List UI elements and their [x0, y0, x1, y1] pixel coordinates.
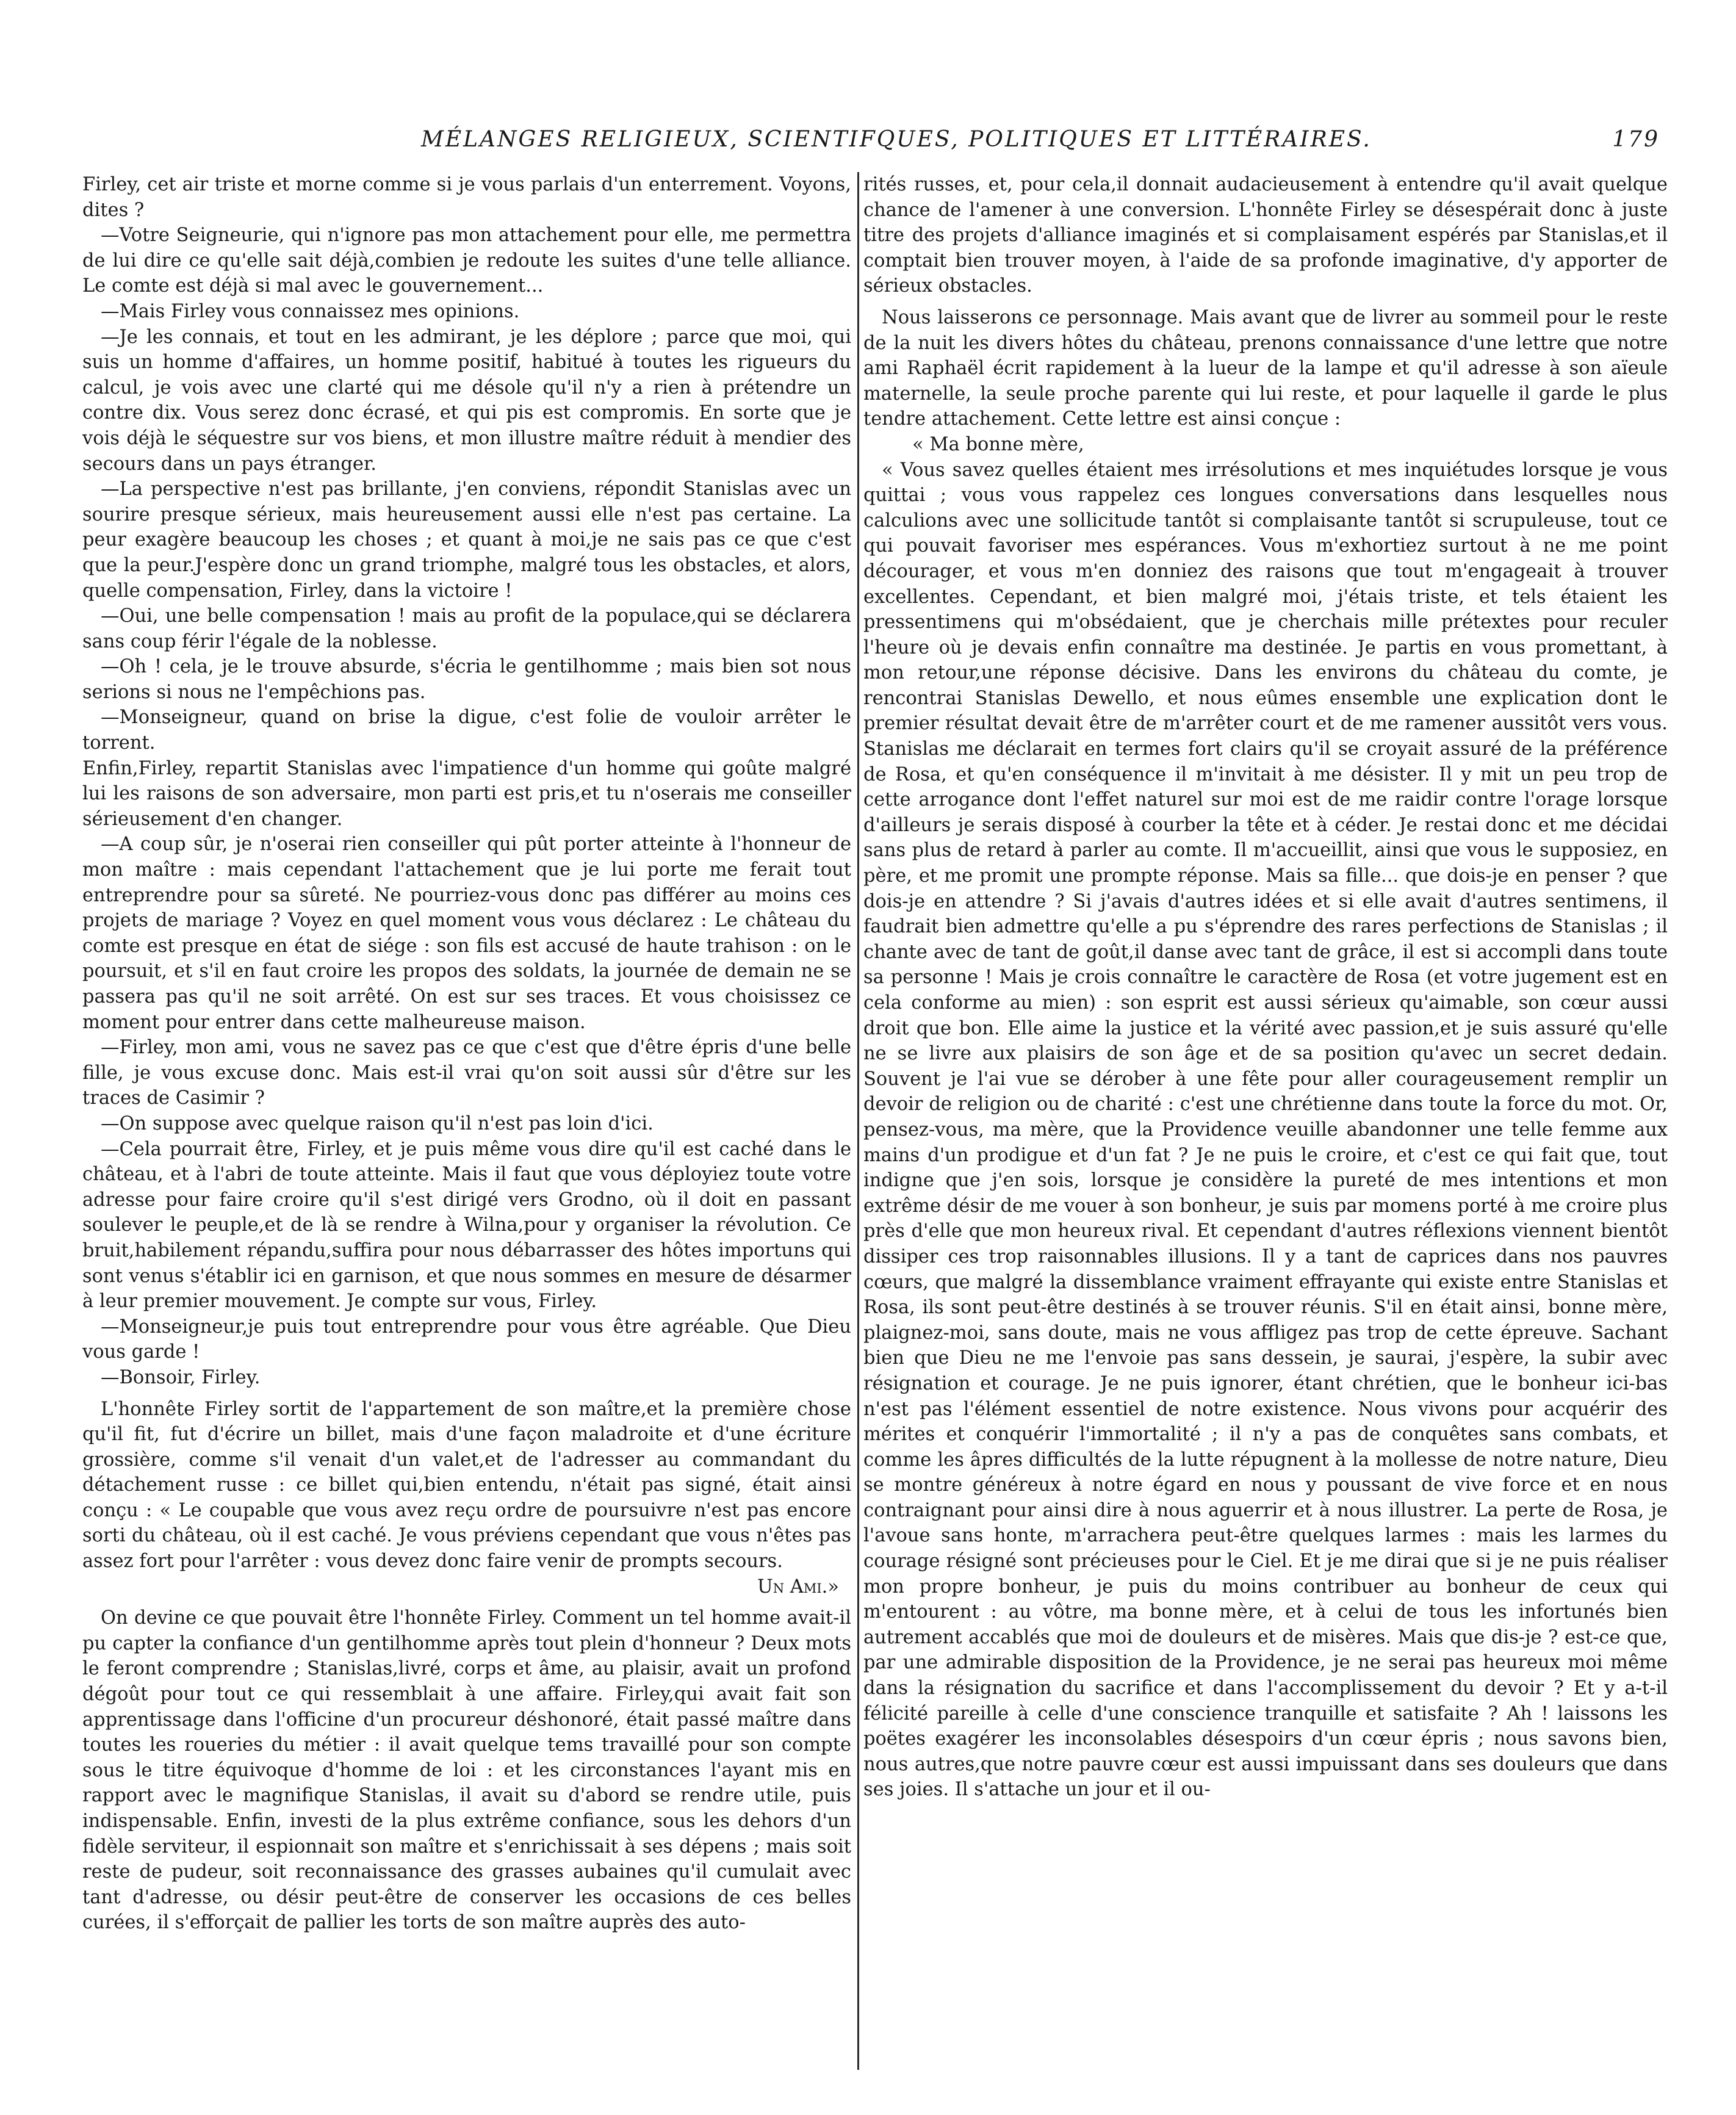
running-title: MÉLANGES RELIGIEUX, SCIENTIFQUES, POLITIQUES ET LITTÉRAIRES.: [421, 127, 1372, 152]
paragraph: —Oh ! cela, je le trouve absurde, s'écria le gentilhomme ; mais bien sot nous serions si nous ne l'empêchions pas.: [82, 656, 851, 703]
letter-signature: Un Ami.»: [757, 1576, 839, 1598]
letter-body: « Vous savez quelles étaient mes irrésolutions et mes inquiétudes lorsque je vous quittai ; vous vous rappelez ces longues conversations dans lesquelles nous calculions avec une sollicitude tantôt si complaisante tantôt si scrupuleuse, tout ce qui pouvait favoriser mes espérances. Vous m'exhortiez surtout à ne me point décourager, et vous m'en donniez des raisons que tout m'engageait à trouver excellentes. Cependant, et bien malgré moi, j'étais triste, et tels étaient les pressentimens qui m'obsédaient, que je cherchais mille prétextes pour reculer l'heure où je devais enfin connaître ma destinée. Je partis en vous promettant, à mon retour,une réponse décisive. Dans les environs du château du comte, je rencontrai Stanislas Dewello, et nous eûmes ensemble une explication dont le premier résultat devait être de m'arrêter court et de me ramener aussitôt vers vous. Stanislas me déclarait en termes fort clairs qu'il se croyait assuré de la préférence de Rosa, et qu'en conséquence il m'invitait à me désister. Il y mit un peu trop de cette arrogance dont l'effet naturel sur moi est de me raidir contre l'orage lorsque d'ailleurs je serais disposé à courber la tête et à céder. Je restai donc et me décidai sans plus de retard à parler au comte. Il m'accueillit, ainsi que vous le supposiez, en père, et me promit une prompte réponse. Mais sa fille... que dois-je en penser ? que dois-je en attendre ? Si j'avais d'autres idées et si elle avait d'autres sentimens, il faudrait bien admettre qu'elle a pu s'éprendre des rares perfections de Stanislas ; il chante avec de tant de goût,il danse avec tant de grâce, il est si accompli dans toute sa personne ! Mais je crois connaître le caractère de Rosa (et votre jugement est en cela conforme au mien) : son esprit est aussi sérieux qu'aimable, son cœur aussi droit que bon. Elle aime la justice et la vérité avec passion,et je suis assuré qu'elle ne se livre aux plaisirs de son âge et de sa position qu'avec un secret dedain. Souvent je l'ai vue se dérober à une fête pour aller courageusement remplir un devoir de religion ou de charité : c'est une chrétienne dans toute la force du mot. Or, pensez-vous, ma mère, que la Providence veuille abandonner une telle femme aux mains d'un prodigue et d'un fat ? Je ne puis le croire, et c'est ce qui fait que, tout indigne que j'en sois, lorsque je considère la pureté de mes intentions et mon extrême désir de me vouer à son bonheur, je suis par momens porté à me croire plus près d'elle que mon heureux rival. Et cependant d'autres réflexions viennent bientôt dissiper ces trop raisonnables illusions. Il y a tant de caprices dans nos pauvres cœurs, que malgré la dissemblance vraiment effrayante qui existe entre Stanislas et Rosa, ils sont peut-être destinés à se trouver réunis. S'il en était ainsi, bonne mère, plaignez-moi, sans doute, mais ne vous affligez pas trop de cette épreuve. Sachant bien que Dieu ne me l'envoie pas sans dessein, je saurai, j'espère, la subir avec résignation et courage. Je ne puis ignorer, étant chrétien, que le bonheur ici-bas n'est pas l'élément essentiel de notre existence. Nous vivons pour acquérir des mérites et conquérir l'immortalité ; il n'y a pas de conquêtes sans combats, et comme les âpres difficultés de la lutte répugnent à la mollesse de notre nature, Dieu se montre généreux à notre égard en nous y poussant de vive force et en nous contraignant pour ainsi dire à nous aguerrir et à nous illustrer. La perte de Rosa, je l'avoue sans honte, m'arrachera peut-être quelques larmes : mais les larmes du courage résigné sont précieuses pour le Ciel. Et je me dirai que si je ne puis réaliser mon propre bonheur, je puis du moins contribuer au bonheur de ceux qui m'entourent : au vôtre, ma bonne mère, et à celui de tous les infortunés bien autrement accablés que moi de douleurs et de misères. Mais que dis-je ? est-ce que, par une admirable disposition de la Providence, je ne serai pas heureux moi même dans la résignation du sacrifice et dans l'accomplissement du devoir ? Et y a-t-il félicité pareille à celle d'une conscience tranquille et satisfaite ? Ah ! laissons les poëtes exagérer les inconsolables désespoirs d'un cœur épris ; nous savons bien, nous autres,que notre pauvre cœur est aussi impuissant dans ses douleurs que dans ses joies. Il s'attache un jour et il ou-: [863, 459, 1668, 1801]
letter-salutation: « Ma bonne mère,: [912, 433, 1084, 455]
paragraph: —Bonsoir, Firley.: [101, 1366, 261, 1388]
paragraph: Enfin,Firley, repartit Stanislas avec l'impatience d'un homme qui goûte malgré lui les raisons de son adversaire, mon parti est pris,et tu n'oserais me conseiller sérieusement d'en changer.: [82, 757, 851, 830]
paragraph: L'honnête Firley sortit de l'appartement de son maître,et la première chose qu'il fit, fut d'écrire un billet, mais d'une façon maladroite et d'une écriture grossière, comme s'il venait d'un valet,et de l'adresser au commandant du détachement russe : ce billet qui,bien entendu, n'était pas signé, était ainsi conçu : « Le coupable que vous avez reçu ordre de poursuivre n'est pas encore sorti du château, où il est caché. Je vous préviens cependant que vous n'êtes pas assez fort pour l'arrêter : vous devez donc faire venir de prompts secours.: [82, 1398, 851, 1573]
left-column: [82, 172, 851, 2078]
paragraph: —Oui, une belle compensation ! mais au profit de la populace,qui se déclarera sans coup férir l'égale de la noblesse.: [82, 605, 851, 652]
paragraph: —On suppose avec quelque raison qu'il n'est pas loin d'ici.: [101, 1112, 654, 1134]
column-divider: [857, 172, 859, 2070]
right-column: [863, 172, 1668, 2078]
paragraph: —Votre Seigneurie, qui n'ignore pas mon attachement pour elle, me permettra de lui dire ce qu'elle sait déjà,combien je redoute les suites d'une telle alliance. Le comte est déjà si mal avec le gouvernement...: [82, 225, 851, 297]
paragraph: —Monseigneur, quand on brise la digue, c'est folie de vouloir arrêter le torrent.: [82, 707, 851, 754]
paragraph: Nous laisserons ce personnage. Mais avant que de livrer au sommeil pour le reste de la nuit les divers hôtes du château, prenons connaissance d'une lettre que notre ami Raphaël écrit rapidement à la lueur de la lampe et qu'il adresse à son aïeule maternelle, la seule proche parente qui lui reste, et pour laquelle il garde le plus tendre attachement. Cette lettre est ainsi conçue :: [863, 306, 1668, 430]
paragraph: Firley, cet air triste et morne comme si je vous parlais d'un enterrement. Voyons, dites ?: [82, 174, 851, 221]
running-header: [391, 116, 1672, 165]
page-number: 179: [1612, 127, 1660, 152]
paragraph: —A coup sûr, je n'oserai rien conseiller qui pût porter atteinte à l'honneur de mon maître : mais cependant l'attachement que je lui porte me ferait tout entreprendre pour sa sûreté. Ne pourriez-vous donc pas différer au moins ces projets de mariage ? Voyez en quel moment vous vous déclarez : Le château du comte est presque en état de siége : son fils est accusé de haute trahison : on le poursuit, et s'il en faut croire les propos des soldats, la journée de demain ne se passera pas qu'il ne soit arrêté. On est sur ses traces. Et vous choisissez ce moment pour entrer dans cette malheureuse maison.: [82, 834, 851, 1033]
paragraph: —Firley, mon ami, vous ne savez pas ce que c'est que d'être épris d'une belle fille, je vous excuse donc. Mais est-il vrai qu'on soit aussi sûr d'être sur les traces de Casimir ?: [82, 1037, 851, 1109]
paragraph: —Mais Firley vous connaissez mes opinions.: [101, 300, 520, 322]
paragraph: rités russes, et, pour cela,il donnait audacieusement à entendre qu'il avait quelque chance de l'amener à une conversion. L'honnête Firley se désespérait donc à juste titre des projets d'alliance imaginés et si complaisament espérés par Stanislas,et il comptait bien trouver moyen, à l'aide de sa profonde imaginative, d'y apporter de sérieux obstacles.: [863, 174, 1668, 297]
paragraph: On devine ce que pouvait être l'honnête Firley. Comment un tel homme avait-il pu capter la confiance d'un gentilhomme après tout plein d'honneur ? Deux mots le feront comprendre ; Stanislas,livré, corps et âme, au plaisir, avait un profond dégoût pour tout ce qui ressemblait à une affaire. Firley,qui avait fait son apprentissage dans l'officine d'un procureur déshonoré, était passé maître dans toutes les roueries du métier : il avait quelque tems travaillé pour son compte sous le titre équivoque d'homme de loi : et les circonstances l'ayant mis en rapport avec le magnifique Stanislas, il avait su d'abord se rendre utile, puis indispensable. Enfin, investi de la plus extrême confiance, sous les dehors d'un fidèle serviteur, il espionnait son maître et s'enrichissait à ses dépens ; mais soit reste de pudeur, soit reconnaissance des grasses aubaines qu'il cumulait avec tant d'adresse, ou désir peut-être de conserver les occasions de ces belles curées, il s'efforçait de pallier les torts de son maître auprès des auto-: [82, 1607, 851, 1934]
paragraph: —Cela pourrait être, Firley, et je puis même vous dire qu'il est caché dans le château, et à l'abri de toute atteinte. Mais il faut que vous déployiez toute votre adresse pour faire croire qu'il s'est dirigé vers Grodno, où il doit en passant soulever le peuple,et de là se rendre à Wilna,pour y organiser la révolution. Ce bruit,habilement répandu,suffira pour nous débarrasser des hôtes importuns qui sont venus s'établir ici en garnison, et que nous sommes en mesure de désarmer à leur premier mouvement. Je compte sur vous, Firley.: [82, 1138, 851, 1313]
paragraph: —Monseigneur,je puis tout entreprendre pour vous être agréable. Que Dieu vous garde !: [82, 1316, 851, 1363]
paragraph: —Je les connais, et tout en les admirant, je les déplore ; parce que moi, qui suis un homme d'affaires, un homme positif, habitué à toutes les rigueurs du calcul, je vois avec une clarté qui me désole qu'il n'y a rien à prétendre un contre dix. Vous serez donc écrasé, et qui pis est compromis. En sorte que je vois déjà le séquestre sur vos biens, et mon illustre maître réduit à mendier des secours dans un pays étranger.: [82, 326, 851, 475]
paragraph: —La perspective n'est pas brillante, j'en conviens, répondit Stanislas avec un sourire presque sérieux, mais heureusement aussi elle n'est pas certaine. La peur exagère beaucoup les choses ; et quant à moi,je ne sais pas ce que c'est que la peur.J'espère donc un grand triomphe, malgré tous les obstacles, et alors, quelle compensation, Firley, dans la victoire !: [82, 478, 851, 602]
